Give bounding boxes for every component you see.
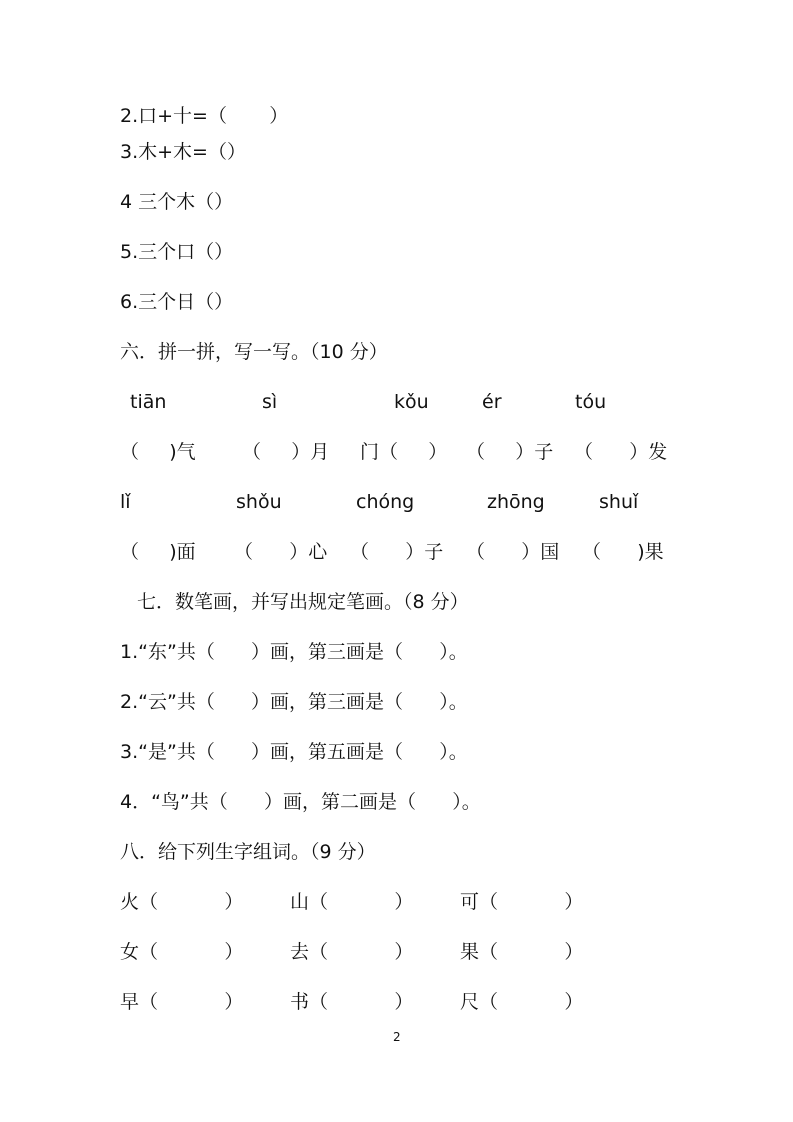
pinyin-shui: shuǐ [599,491,639,513]
pinyin-tou: tóu [575,391,607,413]
section6-title: 六．拼一拼，写一写。（10 分） [120,341,388,363]
word-guo: 果（ ） [460,941,584,963]
stroke-question-4: 4．“鸟”共（ ）画，第二画是（ ）。 [120,791,481,813]
pinyin-shou: shǒu [236,491,282,513]
blank-er-zi: （ ）子 [466,441,554,463]
blank-tian-qi: （ )气 [120,441,196,463]
word-chi: 尺（ ） [460,991,584,1013]
stroke-question-2: 2.“云”共（ ）画，第三画是（ ）。 [120,691,468,713]
blank-shui-guo: （ )果 [582,541,664,563]
question-5: 5.三个口（） [120,241,234,263]
pinyin-chong: chóng [356,491,415,513]
pinyin-kou: kǒu [394,391,429,413]
question-2: 2.口+十=（ ） [120,105,289,127]
blank-shou-xin: （ ）心 [234,541,328,563]
blank-li-mian: （ )面 [120,541,196,563]
section8-title: 八．给下列生字组词。（9 分） [120,841,376,863]
word-shu: 书（ ） [290,991,414,1013]
blank-chong-zi: （ ）子 [350,541,444,563]
blank-men-kou: 门（ ） [360,441,448,463]
question-4: 4 三个木（） [120,191,234,213]
pinyin-si: sì [262,391,278,413]
question-6: 6.三个日（） [120,291,234,313]
question-3: 3.木+木=（） [120,141,246,163]
word-nv: 女（ ） [120,941,244,963]
pinyin-zhong: zhōng [487,491,545,513]
section7-title: 七．数笔画，并写出规定笔画。（8 分） [137,591,469,613]
blank-tou-fa: （ ）发 [574,441,668,463]
pinyin-er: ér [482,391,502,413]
blank-zhong-guo: （ ）国 [466,541,560,563]
blank-si-yue: （ ）月 [242,441,330,463]
word-shan: 山（ ） [290,891,414,913]
page-number: 2 [393,1030,401,1044]
word-huo: 火（ ） [120,891,244,913]
stroke-question-1: 1.“东”共（ ）画，第三画是（ ）。 [120,641,468,663]
word-qu: 去（ ） [290,941,414,963]
pinyin-li: lǐ [120,491,131,513]
stroke-question-3: 3.“是”共（ ）画，第五画是（ ）。 [120,741,468,763]
word-ke: 可（ ） [460,891,584,913]
pinyin-tian: tiān [130,391,167,413]
word-zao: 早（ ） [120,991,244,1013]
